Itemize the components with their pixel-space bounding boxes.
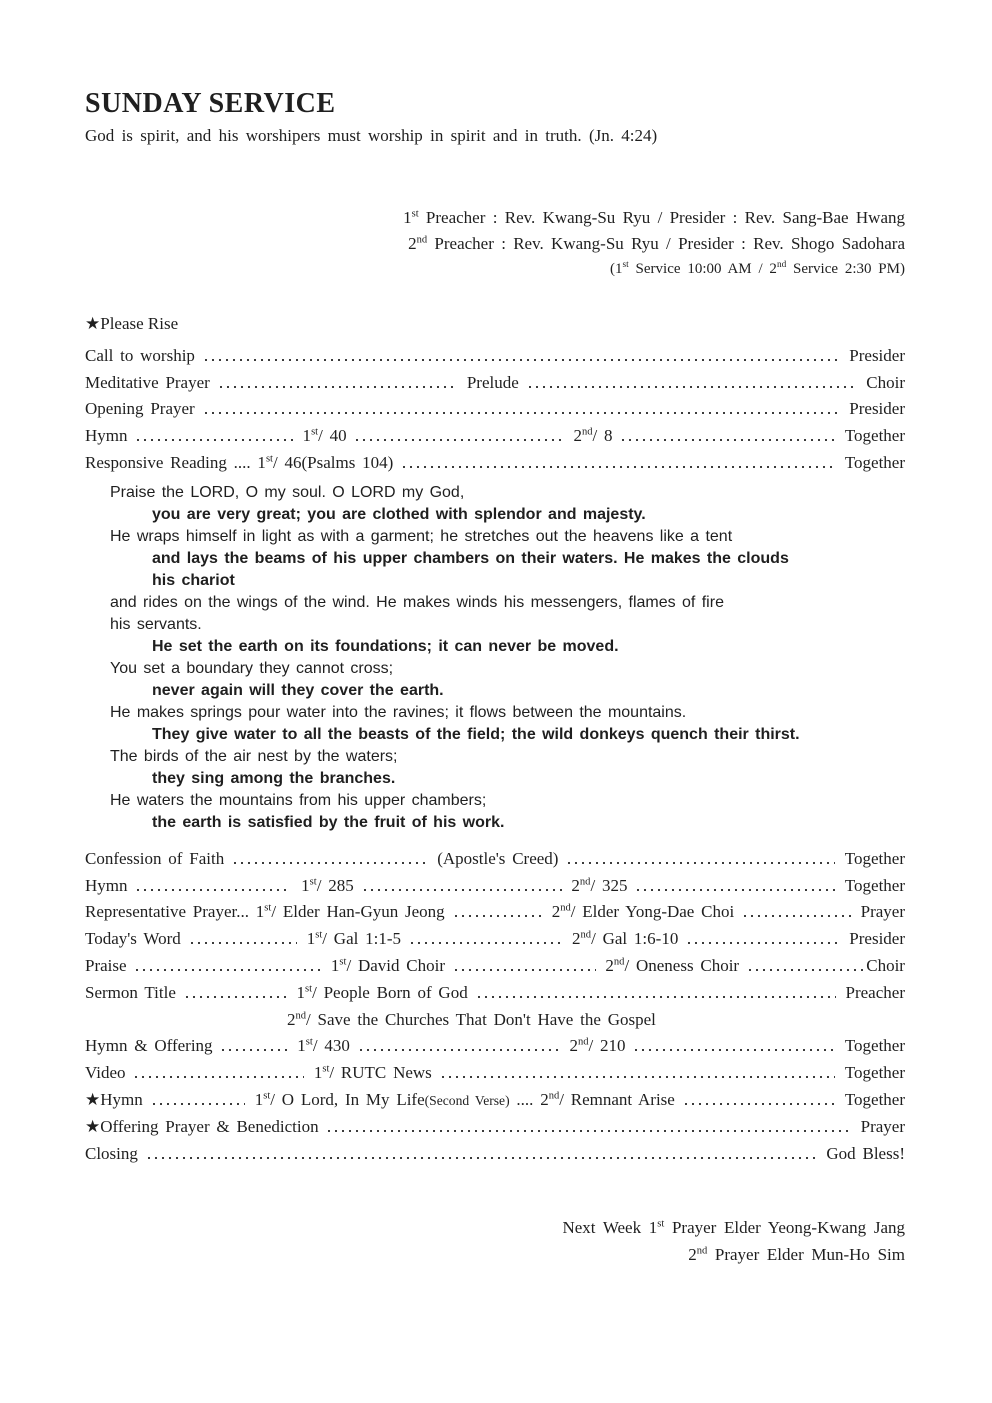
order-text: Together [838,1089,905,1109]
order-text: Today's Word [85,929,188,949]
order-text: Confession of Faith [85,848,232,868]
dot-leader [328,1130,850,1132]
order-text: ★Hymn [85,1089,150,1109]
order-line-closing [85,1137,905,1164]
order-text: 1st/ 430 [290,1036,357,1056]
order-text: Together [838,426,905,446]
order-text: 1st/ Gal 1:1-5 [299,929,408,949]
order-of-service-bottom [85,842,905,1164]
dot-leader [186,996,287,998]
reading-line: and lays the beams of his upper chambers on their waters. He makes the clouds [152,549,789,567]
order-text: 1st/ 40 [295,426,354,446]
order-text: Prayer [853,1116,905,1136]
dot-leader [148,1157,817,1159]
dot-leader [364,889,562,891]
dot-leader [360,1049,560,1051]
reading-line: his chariot [152,571,235,589]
dot-leader [688,942,839,944]
order-text: 1st/ David Choir [324,955,452,975]
order-text: Preacher [838,982,905,1002]
order-text: Call to worship [85,345,202,365]
order-text: Prayer [853,902,905,922]
order-text: 1st/ RUTC News [307,1063,439,1083]
dot-leader [529,386,857,388]
next-week-second-prayer-line: 2nd Prayer Elder Mun-Ho Sim [688,1245,905,1265]
order-text: Praise [85,955,134,975]
reading-line: you are very great; you are clothed with splendor and majesty. [152,505,646,523]
order-text: ★Offering Prayer & Benediction [85,1116,326,1136]
order-text: Together [838,848,905,868]
order-text: 2nd/ Oneness Choir [598,955,746,975]
responsive-reading-text [110,482,905,834]
order-text: Sermon Title [85,982,183,1002]
service-times-line: (1st Service 10:00 AM / 2nd Service 2:30 PM) [610,260,905,277]
order-line-praise [85,949,905,976]
order-of-service-top [85,339,905,473]
order-line-meditative-prayer [85,366,905,393]
dot-leader [478,996,836,998]
page-title: SUNDAY SERVICE [85,88,336,119]
dot-leader [234,862,427,864]
order-text: Choir [859,372,905,392]
order-line-call-to-worship [85,339,905,366]
dot-leader [637,889,835,891]
order-text: Presider [842,345,905,365]
order-line-hymn-offering [85,1030,905,1057]
reading-line: and rides on the wings of the wind. He makes winds his messengers, flames of fire [110,593,724,611]
dot-leader [568,862,835,864]
dot-leader [635,1049,835,1051]
order-text: Prelude [460,372,526,392]
order-text: Together [838,1063,905,1083]
reading-line: You set a boundary they cannot cross; [110,659,394,677]
order-text: Opening Prayer [85,399,202,419]
order-text: God Bless! [819,1143,905,1163]
order-text: 2nd/ Gal 1:6-10 [565,929,686,949]
order-text: Meditative Prayer [85,372,217,392]
order-line-confession-of-faith [85,842,905,869]
dot-leader [749,969,863,971]
order-line-hymn-2 [85,869,905,896]
order-text: Together [838,1036,905,1056]
reading-line: The birds of the air nest by the waters; [110,747,398,765]
order-text: Hymn [85,426,135,446]
page-subtitle: God is spirit, and his worshipers must worship in spirit and in truth. (Jn. 4:24) [85,126,658,145]
order-text: Hymn [85,875,135,895]
dot-leader [191,942,297,944]
dot-leader [137,439,292,441]
reading-line: the earth is satisfied by the fruit of his work. [152,813,505,831]
dot-leader [222,1049,287,1051]
order-line-hymn-1 [85,419,905,446]
order-text: 2nd/ 210 [562,1036,633,1056]
order-text: 1st/ People Born of God [289,982,475,1002]
order-text: 2nd/ Save the Churches That Don't Have the Gospel [287,1009,656,1029]
order-line-video [85,1056,905,1083]
order-text: 2nd/ 8 [566,426,620,446]
dot-leader [135,1076,304,1078]
order-text: (Apostle's Creed) [430,848,566,868]
order-text: Together [838,875,905,895]
dot-leader [403,466,835,468]
order-text: Responsive Reading .... 1st/ 46(Psalms 104) [85,452,401,472]
order-text: Presider [842,399,905,419]
order-text: Representative Prayer... 1st/ Elder Han-Gyun Jeong [85,902,452,922]
order-line-todays-word [85,922,905,949]
dot-leader [411,942,562,944]
reading-line: never again will they cover the earth. [152,681,444,699]
dot-leader [136,969,321,971]
dot-leader [137,889,291,891]
dot-leader [205,359,840,361]
dot-leader [442,1076,836,1078]
reading-line: He waters the mountains from his upper chambers; [110,791,487,809]
first-service-preacher-line: 1st Preacher : Rev. Kwang-Su Ryu / Presider : Rev. Sang-Bae Hwang [403,208,905,227]
order-text: 2nd/ 325 [564,875,635,895]
next-week-first-prayer-line: Next Week 1st Prayer Elder Yeong-Kwang Jang [562,1217,905,1237]
dot-leader [220,386,457,388]
dot-leader [153,1103,245,1105]
order-text: 2nd/ Elder Yong-Dae Choi [544,902,742,922]
order-text: 1st/ O Lord, In My Life(Second Verse) .... 2nd/ Remnant Arise [247,1089,682,1109]
dot-leader [744,915,851,917]
order-line-sermon-title [85,976,905,1003]
dot-leader [455,969,596,971]
dot-leader [455,915,542,917]
dot-leader [205,412,840,414]
order-text: Hymn & Offering [85,1036,220,1056]
reading-line: They give water to all the beasts of the field; the wild donkeys quench their thirst. [152,725,800,743]
order-line-sermon-title-2nd [85,1003,905,1030]
order-text: Choir [866,955,905,975]
order-line-opening-prayer [85,393,905,420]
dot-leader [622,439,835,441]
preacher-block [85,205,905,282]
reading-line: He set the earth on its foundations; it can never be moved. [152,637,619,655]
reading-line: He wraps himself in light as with a garment; he stretches out the heavens like a tent [110,527,733,545]
reading-line: they sing among the branches. [152,769,396,787]
dot-leader [356,439,563,441]
order-line-responsive-reading [85,446,905,473]
reading-line: He makes springs pour water into the ravines; it flows between the mountains. [110,703,687,721]
order-text: Together [838,452,905,472]
reading-line: his servants. [110,615,202,633]
order-text: Presider [842,929,906,949]
order-line-hymn-rise [85,1083,905,1110]
order-text: Video [85,1063,133,1083]
second-service-preacher-line: 2nd Preacher : Rev. Kwang-Su Ryu / Presider : Rev. Shogo Sadohara [408,234,905,253]
please-rise-note: ★Please Rise [85,314,179,333]
reading-line: Praise the LORD, O my soul. O LORD my God, [110,483,465,501]
next-week-block [85,1214,905,1269]
order-line-offering-prayer-benediction [85,1110,905,1137]
order-line-representative-prayer [85,896,905,923]
order-text: Closing [85,1143,145,1163]
order-text: 1st/ 285 [294,875,361,895]
dot-leader [685,1103,836,1105]
